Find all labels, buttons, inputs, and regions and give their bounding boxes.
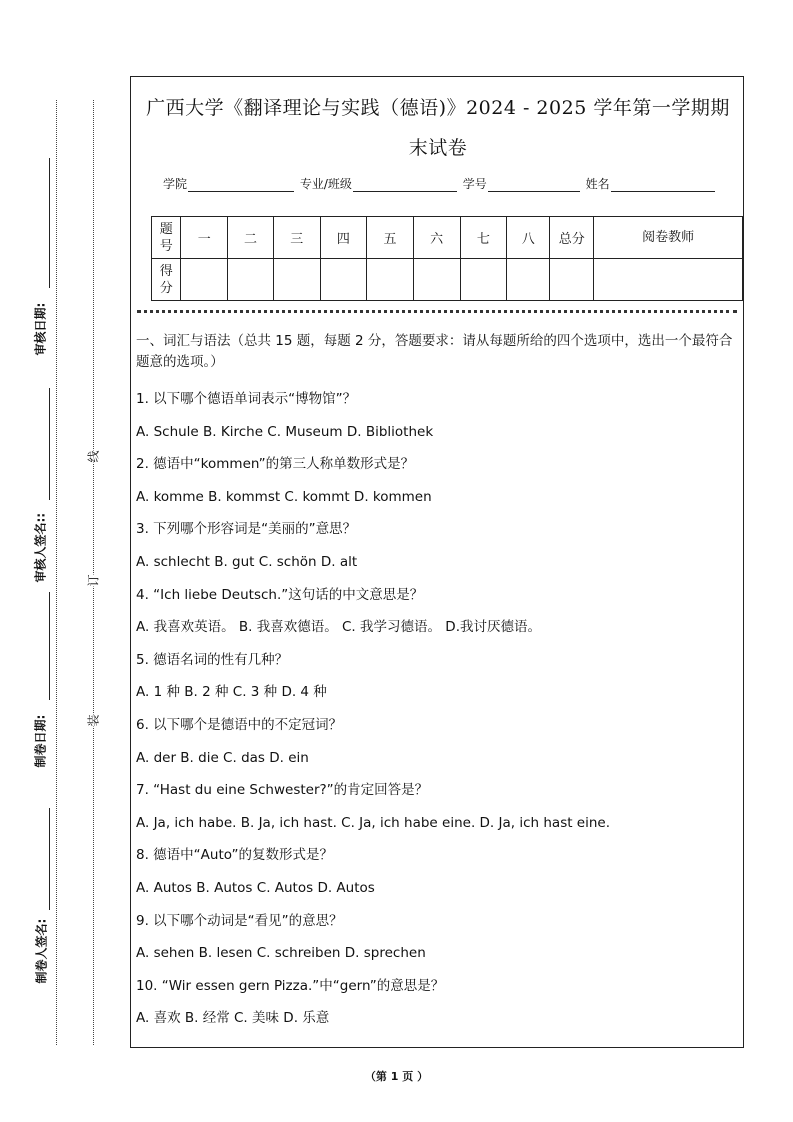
name-label: 姓名 [585,177,610,191]
score-header-cell: 一 [181,217,228,259]
score-header-cell: 题号 [152,217,181,259]
reviewer-sign-label: 审核人签名:: [33,512,48,583]
score-cell[interactable] [367,259,414,301]
score-header-cell: 七 [460,217,507,259]
outer-dotted-line [56,100,57,1045]
student-info-row [163,175,717,192]
exam-title-line1: 广西大学《翻译理论与实践（德语)》2024 - 2025 学年第一学期期 [146,97,730,119]
score-header-cell: 八 [507,217,550,259]
inner-dotted-line [93,100,94,1045]
question-options: A. 1 种 B. 2 种 C. 3 种 D. 4 种 [136,684,327,701]
make-date-solid-line [49,592,50,700]
binding-mark-zhuang: 装 [83,714,104,726]
major-label: 专业/班级 [299,177,352,191]
question-list [136,383,742,1035]
score-cell[interactable] [550,259,594,301]
question-text: 2. 德语中“kommen”的第三人称单数形式是？ [136,456,415,473]
separator-dotted-line [137,310,737,313]
score-header-cell: 三 [273,217,320,259]
question-text: 5. 德语名词的性有几种？ [136,651,289,668]
question-options: A. sehen B. lesen C. schreiben D. sprechen [136,945,426,962]
score-cell[interactable] [594,259,743,301]
exam-title-line2: 末试卷 [408,137,468,159]
question-options: A. komme B. kommst C. kommt D. kommen [136,488,432,505]
binding-mark-ding: 订 [83,574,104,586]
name-field[interactable] [611,179,715,192]
question-text: 3. 下列哪个形容词是“美丽的”意思？ [136,521,357,538]
score-cell[interactable] [413,259,460,301]
score-header-cell: 二 [228,217,274,259]
score-row-label: 得分 [152,259,181,301]
student-id-label: 学号 [462,177,487,191]
question-text: 6. 以下哪个是德语中的不定冠词？ [136,716,343,733]
score-header-cell: 五 [367,217,414,259]
question-options: A. 我喜欢英语。 B. 我喜欢德语。 C. 我学习德语。 D.我讨厌德语。 [136,619,541,636]
score-header-cell: 四 [320,217,367,259]
score-cell[interactable] [320,259,367,301]
binding-mark-line: 线 [83,450,104,462]
question-text: 1. 以下哪个德语单词表示“博物馆”？ [136,391,357,407]
maker-sign-label: 制卷人签名: [34,918,49,984]
section-heading: 一、词汇与语法（总共 15 题，每题 2 分，答题要求：请从每题所给的四个选项中，选出一个最符合题意的选项。） [136,333,733,370]
question-options: A. 喜欢 B. 经常 C. 美味 D. 乐意 [136,1010,330,1027]
score-cell[interactable] [228,259,274,301]
review-date-solid-line [49,158,50,288]
score-cell[interactable] [507,259,550,301]
question-options: A. Ja, ich habe. B. Ja, ich hast. C. Ja, ich habe eine. D. Ja, ich hast eine. [136,814,611,831]
question-text: 7. “Hast du eine Schwester?”的肯定回答是？ [136,782,429,799]
question-text: 9. 以下哪个动词是“看见”的意思？ [136,912,343,929]
score-table [151,216,743,301]
exam-content [136,331,742,1035]
score-cell[interactable] [273,259,320,301]
major-field[interactable] [353,179,457,192]
student-id-field[interactable] [488,179,580,192]
score-header-cell: 六 [413,217,460,259]
score-cell[interactable] [460,259,507,301]
review-date-label: 审核日期: [33,302,48,356]
score-header-cell: 阅卷教师 [594,217,743,259]
reviewer-sign-solid-line [49,388,50,500]
question-options: A. Schule B. Kirche C. Museum D. Bibliothek [136,423,434,440]
question-options: A. der B. die C. das D. ein [136,749,309,766]
make-date-label: 制卷日期: [33,714,48,768]
question-options: A. schlecht B. gut C. schön D. alt [136,553,358,570]
score-header-cell: 总分 [550,217,594,259]
page-number: （第 1 页 ） [364,1070,429,1083]
maker-sign-solid-line [49,808,50,910]
exam-frame [130,76,744,1048]
college-field[interactable] [188,179,294,192]
question-text: 4. “Ich liebe Deutsch.”这句话的中文意思是？ [136,586,424,603]
question-text: 10. “Wir essen gern Pizza.”中“gern”的意思是？ [136,977,445,994]
question-options: A. Autos B. Autos C. Autos D. Autos [136,879,375,896]
score-cell[interactable] [181,259,228,301]
college-label: 学院 [163,177,188,191]
question-text: 8. 德语中“Auto”的复数形式是？ [136,847,334,864]
